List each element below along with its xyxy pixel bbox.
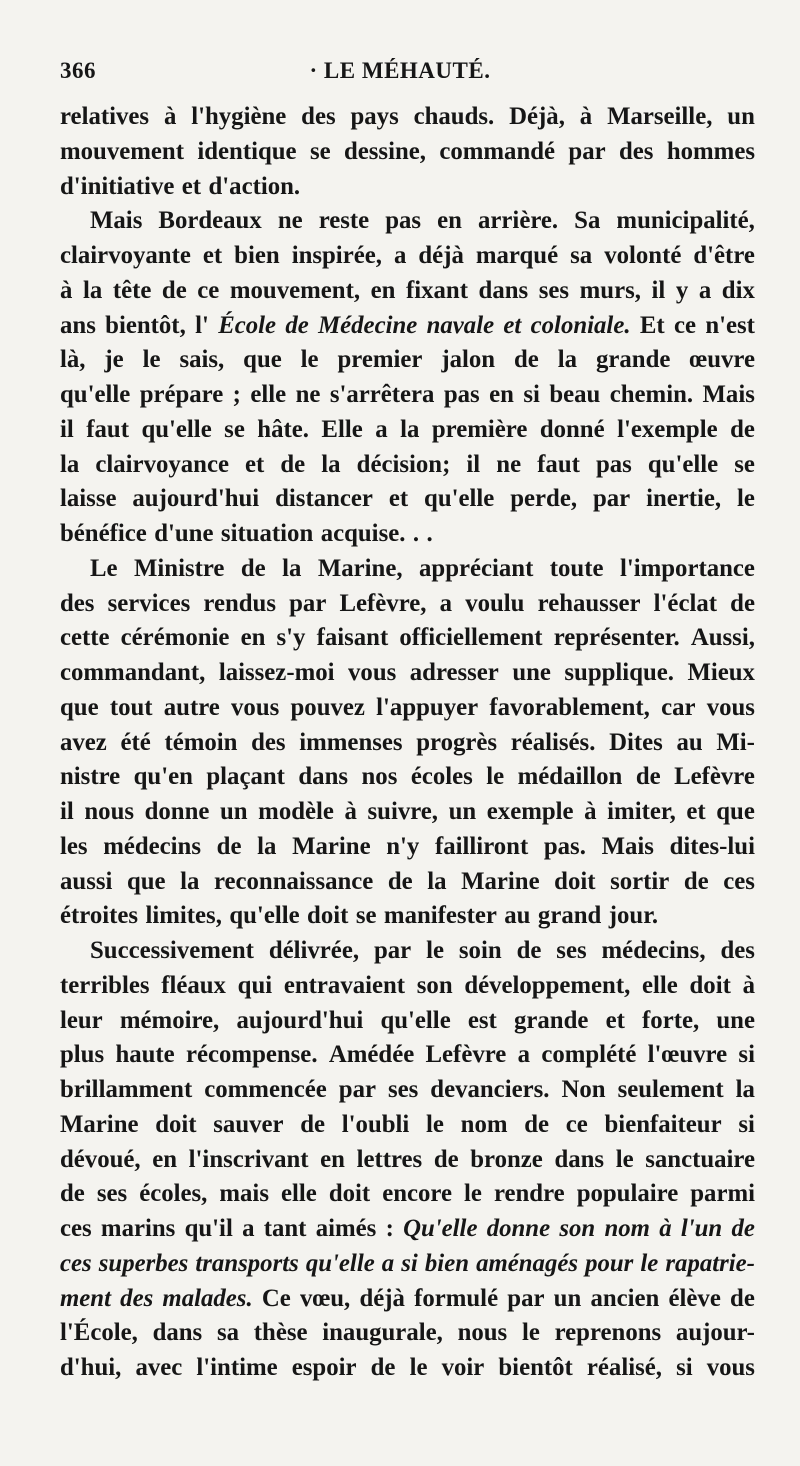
text-line: terribles fléaux qui entravaient son développement, elle doit à [60,971,755,999]
text-line: l'École, dans sa thèse inaugurale, nous le reprenons aujour- [60,1319,755,1347]
text-line: commandant, laissez-moi vous adresser une supplique. Mieux [60,659,755,686]
text-line: clairvoyante et bien inspirée, a déjà marqué sa volonté d'être [60,242,755,269]
text-line: que tout autre vous pouvez l'appuyer favorablement, car vous [60,693,755,721]
text-line: qu'elle prépare ; elle ne s'arrêtera pas en si beau chemin. Mais [60,381,755,408]
text-line: avez été témoin des immenses progrès réalisés. Dites au Mi- [60,728,755,756]
text-line: Mais Bordeaux ne reste pas en arrière. Sa municipalité, [90,207,755,235]
text-line: des services rendus par Lefèvre, a voulu rehausser l'éclat de [60,589,755,617]
text-line: leur mémoire, aujourd'hui qu'elle est grande et forte, une [60,1006,755,1034]
text-line: nistre qu'en plaçant dans nos écoles le médaillon de Lefèvre [60,763,755,791]
text-line: étroites limites, qu'elle doit se manifester au grand jour. [60,902,659,930]
running-title: · LE MÉHAUTÉ. [309,58,491,83]
page-number: 366 [60,58,96,83]
text-line: aussi que la reconnaissance de la Marine doit sortir de ces [60,867,755,895]
text-line: mouvement identique se dessine, commandé par des hommes [60,137,755,165]
text-line: dévoué, en l'inscrivant en lettres de bronze dans le sanctuaire [60,1145,755,1173]
text-line: ment des malades. Ce vœu, déjà formulé par un ancien élève de [60,1284,755,1312]
text-line: il nous donne un modèle à suivre, un exemple à imiter, et que [60,798,755,825]
text-line: ces superbes transports qu'elle a si bien aménagés pour le rapatrie- [60,1249,755,1277]
text-line: laisse aujourd'hui distancer et qu'elle perde, par inertie, le [60,485,755,513]
text-line: plus haute récompense. Amédée Lefèvre a complété l'œuvre si [60,1041,755,1069]
text-line: les médecins de la Marine n'y failliront pas. Mais dites-lui [60,832,755,860]
text-line: bénéfice d'une situation acquise. . . [60,520,433,547]
page-header [60,58,740,88]
text-line: relatives à l'hygiène des pays chauds. Déjà, à Marseille, un [60,103,755,130]
text-line: d'initiative et d'action. [60,172,301,200]
text-line: ans bientôt, l' École de Médecine navale et coloniale. Et ce n'est [60,311,755,339]
text-line: il faut qu'elle se hâte. Elle a la première donné l'exemple de [60,415,755,443]
body-text [60,100,755,1386]
text-line: ces marins qu'il a tant aimés : Qu'elle donne son nom à l'un de [60,1215,755,1242]
text-line: Successivement délivrée, par le soin de ses médecins, des [90,937,755,964]
text-line: à la tête de ce mouvement, en fixant dans ses murs, il y a dix [60,276,755,304]
text-line: là, je le sais, que le premier jalon de la grande œuvre [60,346,755,374]
text-line: d'hui, avec l'intime espoir de le voir bientôt réalisé, si vous [60,1354,755,1381]
text-line: cette cérémonie en s'y faisant officiellement représenter. Aussi, [60,624,755,652]
text-line: brillamment commencée par ses devanciers. Non seulement la [60,1076,755,1103]
text-line: la clairvoyance et de la décision; il ne faut pas qu'elle se [60,450,755,478]
text-line: de ses écoles, mais elle doit encore le rendre populaire parmi [60,1180,755,1208]
text-line: Marine doit sauver de l'oubli le nom de ce bienfaiteur si [60,1110,755,1138]
text-line: Le Ministre de la Marine, appréciant toute l'importance [90,554,755,582]
